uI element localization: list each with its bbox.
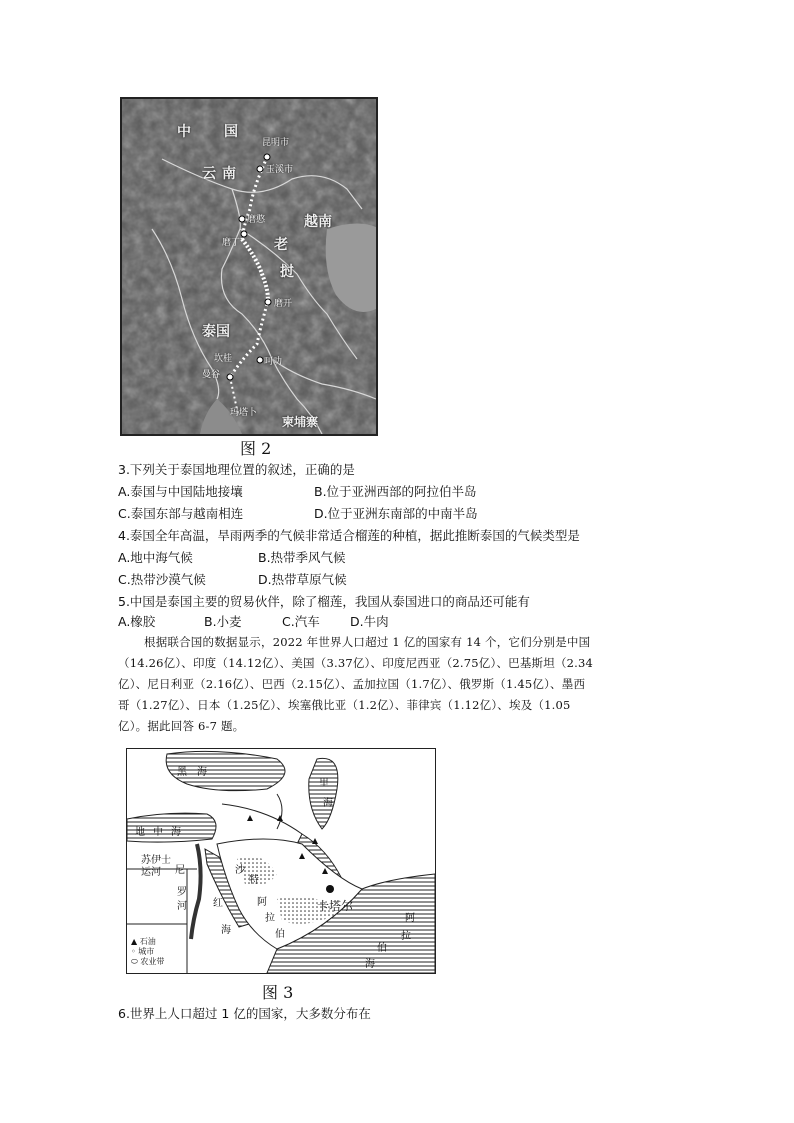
korat-dot (257, 357, 263, 363)
label-caspian-1: 里 (319, 778, 329, 789)
figure-3-caption: 图 3 (262, 983, 294, 1002)
label-med-1: 地 (135, 827, 145, 838)
label-yunnan-1: 云 (202, 166, 216, 182)
asia-borders (222, 794, 302, 834)
q4-option-c[interactable]: C.热带沙漠气候 (118, 572, 206, 587)
question-5-stem: 5.中国是泰国主要的贸易伙伴，除了榴莲，我国从泰国进口的商品还可能有 (118, 594, 530, 609)
label-black-sea-1: 黑 (177, 767, 187, 778)
label-thailand: 泰国 (202, 324, 230, 340)
label-laos-1: 老 (274, 237, 288, 253)
q5-option-a[interactable]: A.橡胶 (118, 614, 156, 629)
label-saudi-3: 阿 (257, 897, 267, 908)
label-china-2: 国 (224, 124, 238, 140)
mohan-dot (239, 216, 245, 222)
city-vientiane: 磨开 (274, 299, 293, 309)
passage-line-2: （14.26亿）、印度（14.12亿）、美国（3.37亿）、印度尼西亚（2.75亿）、巴基斯坦（2.34 (118, 656, 594, 670)
passage-line-4: 哥（1.27亿）、日本（1.25亿）、埃塞俄比亚（1.2亿）、菲律宾（1.12亿）、埃及（1.05 (118, 698, 571, 712)
city-kaengkhoi: 坎桂 (214, 354, 233, 364)
label-red-sea-1: 红 (213, 898, 223, 909)
label-saudi-1: 沙 (235, 865, 245, 876)
q4-option-a[interactable]: A.地中海气候 (118, 550, 193, 565)
label-nile-3: 河 (177, 901, 187, 912)
kunming-dot (264, 154, 270, 160)
label-arabian-sea-2: 拉 (401, 931, 411, 942)
label-arabian-sea-4: 海 (365, 959, 375, 970)
yuxi-dot (257, 166, 263, 172)
label-saudi-5: 伯 (275, 929, 285, 940)
q5-option-b[interactable]: B.小麦 (204, 614, 242, 629)
q3-option-b[interactable]: B.位于亚洲西部的阿拉伯半岛 (314, 484, 477, 499)
city-mohan: 磨憨 (247, 215, 266, 225)
figure-2-map (120, 97, 378, 436)
label-nile-1: 尼 (175, 865, 185, 876)
passage-line-1: 根据联合国的数据显示，2022 年世界人口超过 1 亿的国家有 14 个，它们分别是中国 (144, 635, 591, 649)
label-yunnan-2: 南 (222, 166, 236, 182)
legend-oil: ▲ 石油 (131, 937, 156, 946)
city-boten: 磨丁 (222, 238, 241, 248)
label-vietnam: 越南 (304, 214, 332, 230)
question-3-stem: 3.下列关于泰国地理位置的叙述，正确的是 (118, 462, 355, 477)
city-korat: 呵叻 (264, 357, 283, 367)
label-cambodia: 柬埔寨 (282, 415, 319, 429)
city-kunming: 昆明市 (262, 138, 290, 148)
question-6-stem: 6.世界上人口超过 1 亿的国家，大多数分布在 (118, 1006, 371, 1021)
city-bangkok: 曼谷 (202, 370, 221, 380)
nile-river (191, 844, 201, 939)
figure-2-terrain (122, 99, 376, 434)
label-laos-2: 挝 (280, 264, 294, 280)
label-med-3: 海 (171, 827, 181, 838)
city-yuxi: 玉溪市 (266, 165, 294, 175)
label-qatar-doha: 卡塔尔 (317, 899, 354, 913)
q5-option-c[interactable]: C.汽车 (282, 614, 320, 629)
label-med-2: 中 (153, 827, 163, 838)
figure-2-caption: 图 2 (240, 439, 272, 458)
label-caspian-2: 海 (323, 798, 333, 809)
legend-agri: ⬭ 农业带 (131, 957, 165, 966)
q4-option-d[interactable]: D.热带草原气候 (258, 572, 347, 587)
label-arabian-sea-3: 伯 (377, 943, 387, 954)
label-saudi-2: 特 (249, 875, 259, 886)
passage-line-3: 亿）、尼日利亚（2.16亿）、巴西（2.15亿）、孟加拉国（1.7亿）、俄罗斯（1.45亿）、墨西 (118, 677, 586, 691)
bangkok-dot (227, 374, 233, 380)
figure-3-map (126, 748, 436, 974)
city-mapthaput: 玛塔卜 (230, 408, 258, 418)
figure-3-legend (131, 937, 164, 967)
label-nile-2: 罗 (177, 887, 187, 898)
label-suez-1: 苏伊士 (141, 855, 171, 866)
q3-option-c[interactable]: C.泰国东部与越南相连 (118, 506, 244, 521)
q3-option-d[interactable]: D.位于亚洲东南部的中南半岛 (314, 506, 478, 521)
q3-option-a[interactable]: A.泰国与中国陆地接壤 (118, 484, 243, 499)
doha-dot (326, 885, 334, 893)
boten-dot (241, 231, 247, 237)
label-red-sea-2: 海 (221, 925, 231, 936)
q4-option-b[interactable]: B.热带季风气候 (258, 550, 346, 565)
label-black-sea-2: 海 (197, 767, 207, 778)
q5-option-d[interactable]: D.牛肉 (350, 614, 389, 629)
label-arabian-sea-1: 阿 (405, 913, 415, 924)
legend-city: ◦ 城市 (131, 947, 155, 956)
label-china-1: 中 (177, 124, 191, 140)
label-saudi-4: 拉 (265, 913, 275, 924)
label-suez-2: 运河 (141, 867, 161, 878)
passage-line-5: 亿）。据此回答 6-7 题。 (118, 719, 245, 733)
population-passage (118, 632, 688, 737)
question-4-stem: 4.泰国全年高温，旱雨两季的气候非常适合榴莲的种植，据此推断泰国的气候类型是 (118, 528, 580, 543)
vientiane-dot (265, 299, 271, 305)
